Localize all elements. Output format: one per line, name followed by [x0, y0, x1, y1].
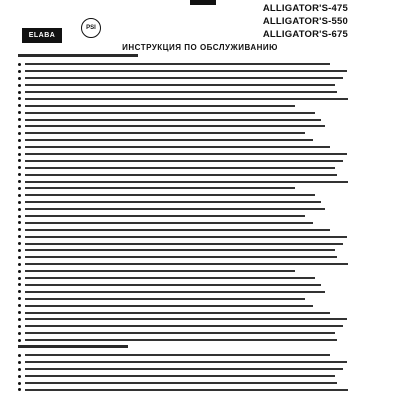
bullet-icon: [18, 270, 21, 273]
bullet-icon: [18, 249, 21, 252]
list-item: [18, 302, 348, 309]
list-item: [18, 282, 348, 289]
bullet-icon: [18, 263, 21, 266]
list-item: [18, 68, 348, 75]
top-mark: [190, 0, 216, 5]
unreadable-line: [25, 63, 330, 65]
unreadable-line: [25, 174, 337, 176]
bullet-icon: [18, 290, 21, 293]
list-item: [18, 75, 348, 82]
unreadable-line: [25, 208, 325, 210]
list-item: [18, 386, 348, 393]
list-item: [18, 61, 348, 68]
model-line-3: ALLIGATOR'S-675: [262, 29, 348, 40]
bullet-icon: [18, 297, 21, 300]
list-item: [18, 366, 348, 373]
unreadable-line: [25, 84, 335, 86]
unreadable-line: [25, 105, 295, 107]
list-item: [18, 337, 348, 344]
unreadable-line: [25, 354, 330, 356]
list-item: [18, 206, 348, 213]
unreadable-line: [25, 139, 313, 141]
bullet-icon: [18, 361, 21, 364]
bullet-icon: [18, 388, 21, 391]
list-item: [18, 151, 348, 158]
unreadable-line: [25, 125, 325, 127]
bullet-icon: [18, 215, 21, 218]
bullet-icon: [18, 304, 21, 307]
psi-logo-circle: [81, 18, 101, 38]
list-item: [18, 309, 348, 316]
list-item: [18, 164, 348, 171]
unreadable-line: [25, 305, 313, 307]
bullet-icon: [18, 118, 21, 121]
unreadable-line: [25, 112, 315, 114]
bullet-icon: [18, 139, 21, 142]
bullet-icon: [18, 208, 21, 211]
list-item: [18, 144, 348, 151]
bullet-icon: [18, 311, 21, 314]
document-heading: ИНСТРУКЦИЯ ПО ОБСЛУЖИВАНИЮ: [122, 43, 278, 52]
unreadable-line: [25, 119, 321, 121]
bullet-icon: [18, 180, 21, 183]
unreadable-line: [25, 215, 305, 217]
bullet-icon: [18, 132, 21, 135]
unreadable-line: [25, 167, 335, 169]
bullet-icon: [18, 91, 21, 94]
bullet-icon: [18, 221, 21, 224]
bullet-icon: [18, 256, 21, 259]
unreadable-line: [25, 291, 325, 293]
bullet-icon: [18, 173, 21, 176]
unreadable-line: [25, 181, 348, 183]
elaba-logo: [22, 28, 62, 43]
bullet-icon: [18, 63, 21, 66]
psi-logo-text: PSI: [86, 25, 96, 31]
list-item: [18, 233, 348, 240]
unreadable-line: [25, 146, 330, 148]
bullet-icon: [18, 318, 21, 321]
list-item: [18, 352, 348, 359]
list-item: [18, 254, 348, 261]
list-item: [18, 109, 348, 116]
bullet-icon: [18, 166, 21, 169]
list-item: [18, 330, 348, 337]
section-2-list: [18, 352, 348, 393]
list-item: [18, 240, 348, 247]
bullet-icon: [18, 187, 21, 190]
unreadable-line: [25, 375, 335, 377]
list-item: [18, 192, 348, 199]
list-item: [18, 359, 348, 366]
unreadable-line: [25, 263, 348, 265]
section-1: [18, 54, 348, 344]
unreadable-line: [25, 70, 347, 72]
unreadable-line: [25, 332, 335, 334]
unreadable-line: [25, 339, 337, 341]
list-item: [18, 123, 348, 130]
bullet-icon: [18, 283, 21, 286]
unreadable-line: [25, 368, 343, 370]
bullet-icon: [18, 242, 21, 245]
list-item: [18, 247, 348, 254]
bullet-icon: [18, 201, 21, 204]
psi-logo: [76, 18, 106, 38]
list-item: [18, 116, 348, 123]
list-item: [18, 316, 348, 323]
list-item: [18, 268, 348, 275]
bullet-icon: [18, 125, 21, 128]
list-item: [18, 275, 348, 282]
bullet-icon: [18, 153, 21, 156]
list-item: [18, 178, 348, 185]
bullet-icon: [18, 159, 21, 162]
list-item: [18, 288, 348, 295]
model-list: [263, 2, 348, 41]
unreadable-line: [25, 382, 337, 384]
section-2: [18, 345, 348, 393]
unreadable-line: [25, 361, 347, 363]
unreadable-line: [25, 277, 315, 279]
unreadable-line: [25, 187, 295, 189]
unreadable-line: [25, 98, 348, 100]
list-item: [18, 213, 348, 220]
unreadable-line: [25, 389, 348, 391]
bullet-icon: [18, 277, 21, 280]
list-item: [18, 82, 348, 89]
bullet-icon: [18, 194, 21, 197]
unreadable-line: [25, 132, 305, 134]
bullet-icon: [18, 97, 21, 100]
unreadable-line: [25, 256, 337, 258]
unreadable-line: [25, 91, 337, 93]
list-item: [18, 219, 348, 226]
bullet-icon: [18, 375, 21, 378]
unreadable-line: [25, 318, 347, 320]
unreadable-line: [25, 229, 330, 231]
bullet-icon: [18, 70, 21, 73]
list-item: [18, 89, 348, 96]
unreadable-line: [25, 312, 330, 314]
model-line-1: ALLIGATOR'S-475: [262, 3, 348, 14]
section-1-title: [18, 54, 138, 57]
unreadable-line: [25, 222, 313, 224]
unreadable-line: [25, 243, 343, 245]
section-1-list: [18, 61, 348, 344]
bullet-icon: [18, 382, 21, 385]
list-item: [18, 199, 348, 206]
unreadable-line: [25, 284, 321, 286]
unreadable-line: [25, 194, 315, 196]
bullet-icon: [18, 228, 21, 231]
list-item: [18, 157, 348, 164]
list-item: [18, 130, 348, 137]
unreadable-line: [25, 298, 305, 300]
bullet-icon: [18, 339, 21, 342]
list-item: [18, 185, 348, 192]
list-item: [18, 295, 348, 302]
unreadable-line: [25, 160, 343, 162]
list-item: [18, 171, 348, 178]
list-item: [18, 102, 348, 109]
unreadable-line: [25, 236, 347, 238]
unreadable-line: [25, 325, 343, 327]
list-item: [18, 323, 348, 330]
bullet-icon: [18, 146, 21, 149]
bullet-icon: [18, 104, 21, 107]
bullet-icon: [18, 235, 21, 238]
unreadable-line: [25, 77, 343, 79]
bullet-icon: [18, 111, 21, 114]
list-item: [18, 380, 348, 387]
list-item: [18, 261, 348, 268]
unreadable-line: [25, 153, 347, 155]
bullet-icon: [18, 84, 21, 87]
bullet-icon: [18, 332, 21, 335]
list-item: [18, 137, 348, 144]
list-item: [18, 373, 348, 380]
bullet-icon: [18, 325, 21, 328]
list-item: [18, 226, 348, 233]
section-2-title: [18, 345, 128, 348]
bullet-icon: [18, 77, 21, 80]
unreadable-line: [25, 270, 295, 272]
unreadable-line: [25, 249, 335, 251]
bullet-icon: [18, 354, 21, 357]
unreadable-line: [25, 201, 321, 203]
elaba-logo-text: ELABA: [28, 32, 56, 39]
bullet-icon: [18, 368, 21, 371]
model-line-2: ALLIGATOR'S-550: [262, 16, 348, 27]
list-item: [18, 95, 348, 102]
